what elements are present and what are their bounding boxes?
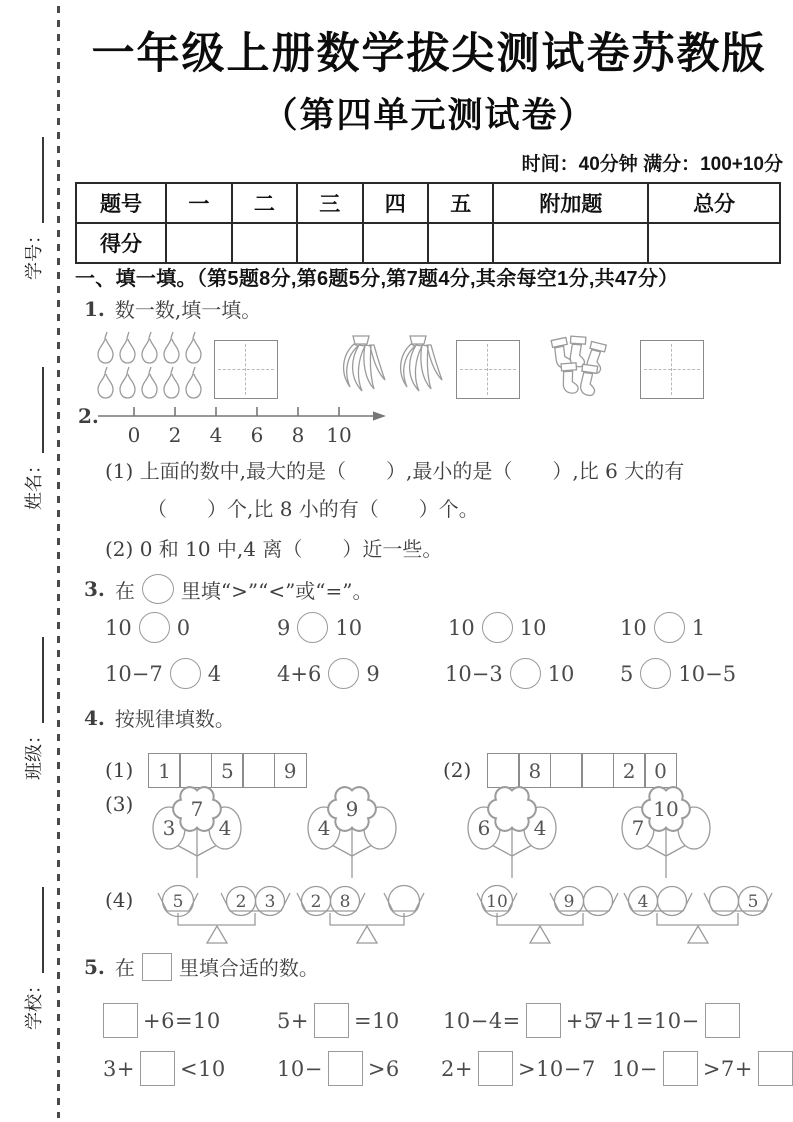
cmp-left: 10−3	[445, 661, 503, 686]
answer-box	[314, 1003, 349, 1038]
q4-prompt-text: 按规律填数。	[114, 707, 235, 731]
cmp-right: 0	[176, 615, 191, 640]
equation	[277, 1003, 400, 1038]
compare-circle	[654, 612, 685, 643]
compare-circle	[328, 658, 359, 689]
q4-p1-label: (1)	[105, 758, 134, 782]
answer-box	[526, 1003, 561, 1038]
strip-cell: 1	[148, 753, 181, 788]
answer-box	[705, 1003, 740, 1038]
answer-box	[758, 1051, 793, 1086]
pear-icon	[139, 331, 160, 364]
q2-number: 2.	[78, 404, 99, 428]
equation	[590, 1003, 745, 1038]
q5-prompt-after: 里填合适的数。	[178, 956, 319, 980]
scale-value: 3	[264, 892, 276, 912]
flower-right-value: 4	[533, 816, 547, 840]
answer-box	[663, 1051, 698, 1086]
flower-diagram	[611, 782, 721, 882]
q3-prompt-before: 在	[114, 578, 135, 603]
equation	[277, 1051, 400, 1086]
equation	[103, 1051, 226, 1086]
arrow-head	[373, 411, 386, 420]
strip-cell: 9	[274, 753, 307, 788]
eq-text: +5	[565, 1008, 598, 1033]
student-id-blank	[26, 137, 44, 223]
header-cell: 附加题	[493, 183, 648, 223]
answer-box	[140, 1051, 175, 1086]
balance-scale	[623, 880, 773, 950]
equation	[98, 1003, 221, 1038]
name-label: 姓名：	[24, 456, 44, 510]
q5-prompt	[84, 952, 319, 981]
balance-scale	[292, 880, 442, 950]
page-title: 一年级上册数学拔尖测试卷苏教版	[91, 30, 767, 78]
pear-icon	[95, 331, 116, 364]
flower-left-value: 6	[477, 816, 491, 840]
scale-value: 9	[563, 892, 575, 912]
comparison-item	[277, 658, 380, 689]
answer-box	[103, 1003, 138, 1038]
pear-icon	[139, 366, 160, 399]
cmp-left: 5	[620, 661, 634, 686]
eq-text: 2+	[441, 1056, 473, 1081]
equation	[443, 1003, 598, 1038]
eq-text: 10−4=	[443, 1008, 521, 1033]
q5-prompt-before: 在	[114, 956, 135, 980]
answer-box	[640, 340, 704, 399]
comparison-item	[277, 612, 362, 643]
section-one-heading: 一、填一填。（第5题8分,第6题5分,第7题4分,其余每空1分,共47分）	[75, 268, 679, 290]
header-cell: 总分	[648, 183, 780, 223]
student-id-label: 学号：	[24, 226, 44, 280]
header-cell: 一	[166, 183, 231, 223]
class-blank	[26, 637, 44, 723]
eq-text: 3+	[103, 1056, 135, 1081]
q4-p2-label: (2)	[443, 758, 472, 782]
school-label: 学校：	[24, 976, 44, 1030]
header-cell: 二	[232, 183, 297, 223]
comparison-item	[105, 658, 221, 689]
class-label: 班级：	[24, 726, 44, 780]
pear-icon	[117, 366, 138, 399]
score-table	[75, 182, 781, 264]
pear-icon	[161, 331, 182, 364]
name-field	[16, 360, 44, 510]
cmp-right: 10	[547, 661, 575, 686]
dashed-cut-line	[57, 6, 60, 1118]
eq-text: 10−	[277, 1056, 323, 1081]
q2-part2: (2) 0 和 10 中,4 离（ ）近一些。	[105, 537, 443, 561]
score-cell-empty	[428, 223, 493, 263]
scale-value: 2	[310, 892, 322, 912]
balance-scale	[469, 880, 619, 950]
header-cell: 五	[428, 183, 493, 223]
socks-icon	[543, 333, 631, 399]
q4-prompt	[84, 703, 235, 732]
school-field	[16, 880, 44, 1030]
cmp-left: 10−7	[105, 661, 163, 686]
equation	[612, 1051, 793, 1086]
q4-p3-label: (3)	[105, 792, 134, 816]
scale-value: 4	[637, 892, 649, 912]
scale-value: 5	[172, 892, 184, 912]
q1-number: 1.	[84, 296, 105, 321]
flower-top-value: 7	[190, 797, 204, 821]
q4-number: 4.	[84, 705, 105, 730]
fill-box-icon	[142, 953, 172, 981]
compare-circle	[139, 612, 170, 643]
q4-p4-label: (4)	[105, 888, 134, 912]
number-line	[96, 402, 388, 448]
tick-label: 4	[209, 423, 223, 447]
header-cell: 三	[297, 183, 362, 223]
cmp-left: 10	[105, 615, 132, 640]
pear-icon	[161, 366, 182, 399]
school-blank	[26, 887, 44, 973]
answer-box	[328, 1051, 363, 1086]
flower-top-value: 10	[653, 797, 679, 821]
strip-cell: 5	[211, 753, 244, 788]
pear-icon	[117, 331, 138, 364]
cmp-left: 10	[448, 615, 475, 640]
strip-cell: 2	[613, 753, 646, 788]
flower-diagram	[297, 782, 407, 882]
answer-box	[456, 340, 520, 399]
eq-text: 7+1=10−	[590, 1008, 700, 1033]
comparison-item	[448, 612, 546, 643]
tick-label: 10	[326, 423, 352, 447]
strip-cell: 0	[644, 753, 677, 788]
answer-box	[478, 1051, 513, 1086]
tick-label: 6	[250, 423, 264, 447]
equation	[441, 1051, 596, 1086]
score-cell-empty	[493, 223, 648, 263]
scale-value: 2	[235, 892, 247, 912]
score-cell-empty	[648, 223, 780, 263]
eq-text: >7+	[702, 1056, 753, 1081]
q2-part1-line2: （ ）个,比 8 小的有（ ）个。	[147, 497, 479, 521]
cmp-right: 10	[335, 615, 363, 640]
class-field	[16, 630, 44, 780]
name-blank	[26, 367, 44, 453]
flower-diagram	[142, 782, 252, 882]
q3-prompt	[84, 574, 373, 604]
score-cell-empty	[166, 223, 231, 263]
cmp-right: 1	[691, 615, 706, 640]
cmp-left: 4+6	[277, 661, 322, 686]
comparison-item	[620, 658, 736, 689]
comparison-item	[445, 658, 574, 689]
cmp-left: 9	[277, 615, 291, 640]
scale-value: 5	[747, 892, 759, 912]
eq-text: <10	[179, 1056, 226, 1081]
compare-circle	[510, 658, 541, 689]
pear-icon	[183, 331, 204, 364]
banana-bunch-icon	[332, 333, 388, 399]
q3-prompt-after: 里填“>”“<”或“=”。	[180, 578, 373, 603]
tick-label: 0	[127, 423, 141, 447]
time-score-info: 时间：40分钟 满分：100+10分	[521, 154, 783, 175]
compare-circle	[297, 612, 328, 643]
compare-circle	[170, 658, 201, 689]
strip-cell: 8	[518, 753, 551, 788]
score-cell-empty	[232, 223, 297, 263]
student-id-field	[16, 130, 44, 280]
eq-text: 5+	[277, 1008, 309, 1033]
scale-value: 10	[486, 892, 508, 912]
q1-prompt-text: 数一数,填一填。	[114, 298, 262, 322]
banana-bunch-icon	[389, 333, 445, 399]
eq-text: +6=10	[143, 1008, 221, 1033]
cmp-right: 9	[366, 661, 380, 686]
table-row	[76, 183, 780, 223]
flower-left-value: 4	[317, 816, 331, 840]
cmp-right: 4	[207, 661, 222, 686]
header-cell: 四	[363, 183, 428, 223]
pear-icon	[183, 366, 204, 399]
flower-right-value: 4	[218, 816, 232, 840]
pear-icon	[95, 366, 116, 399]
tick-label: 2	[168, 423, 182, 447]
cmp-right: 10−5	[678, 661, 737, 686]
scale-value: 8	[339, 892, 351, 912]
comparison-item	[620, 612, 705, 643]
compare-circle-icon	[142, 574, 174, 604]
eq-text: 10−	[612, 1056, 658, 1081]
strip-cell	[581, 753, 614, 788]
eq-text: >6	[367, 1056, 400, 1081]
pears-group	[95, 331, 205, 401]
tick-label: 8	[291, 423, 305, 447]
page-subtitle: （第四单元测试卷）	[262, 96, 596, 135]
comparison-item	[105, 612, 190, 643]
answer-box	[214, 340, 278, 399]
score-row-label: 得分	[76, 223, 166, 263]
q3-number: 3.	[84, 577, 105, 601]
flower-diagram	[457, 782, 567, 882]
flower-left-value: 3	[162, 816, 176, 840]
score-cell-empty	[363, 223, 428, 263]
q1-prompt	[84, 294, 261, 323]
score-cell-empty	[297, 223, 362, 263]
q2-part1-line1: (1) 上面的数中,最大的是（ ）,最小的是（ ）,比 6 大的有	[105, 459, 685, 483]
eq-text: >10−7	[517, 1056, 596, 1081]
flower-left-value: 7	[631, 816, 645, 840]
cmp-left: 10	[620, 615, 647, 640]
compare-circle	[482, 612, 513, 643]
table-row	[76, 223, 780, 263]
eq-text: =10	[353, 1008, 400, 1033]
balance-scale	[146, 880, 296, 950]
q5-number: 5.	[84, 954, 105, 979]
compare-circle	[640, 658, 671, 689]
cmp-right: 10	[519, 615, 547, 640]
flower-top-value: 9	[345, 797, 359, 821]
header-cell: 题号	[76, 183, 166, 223]
